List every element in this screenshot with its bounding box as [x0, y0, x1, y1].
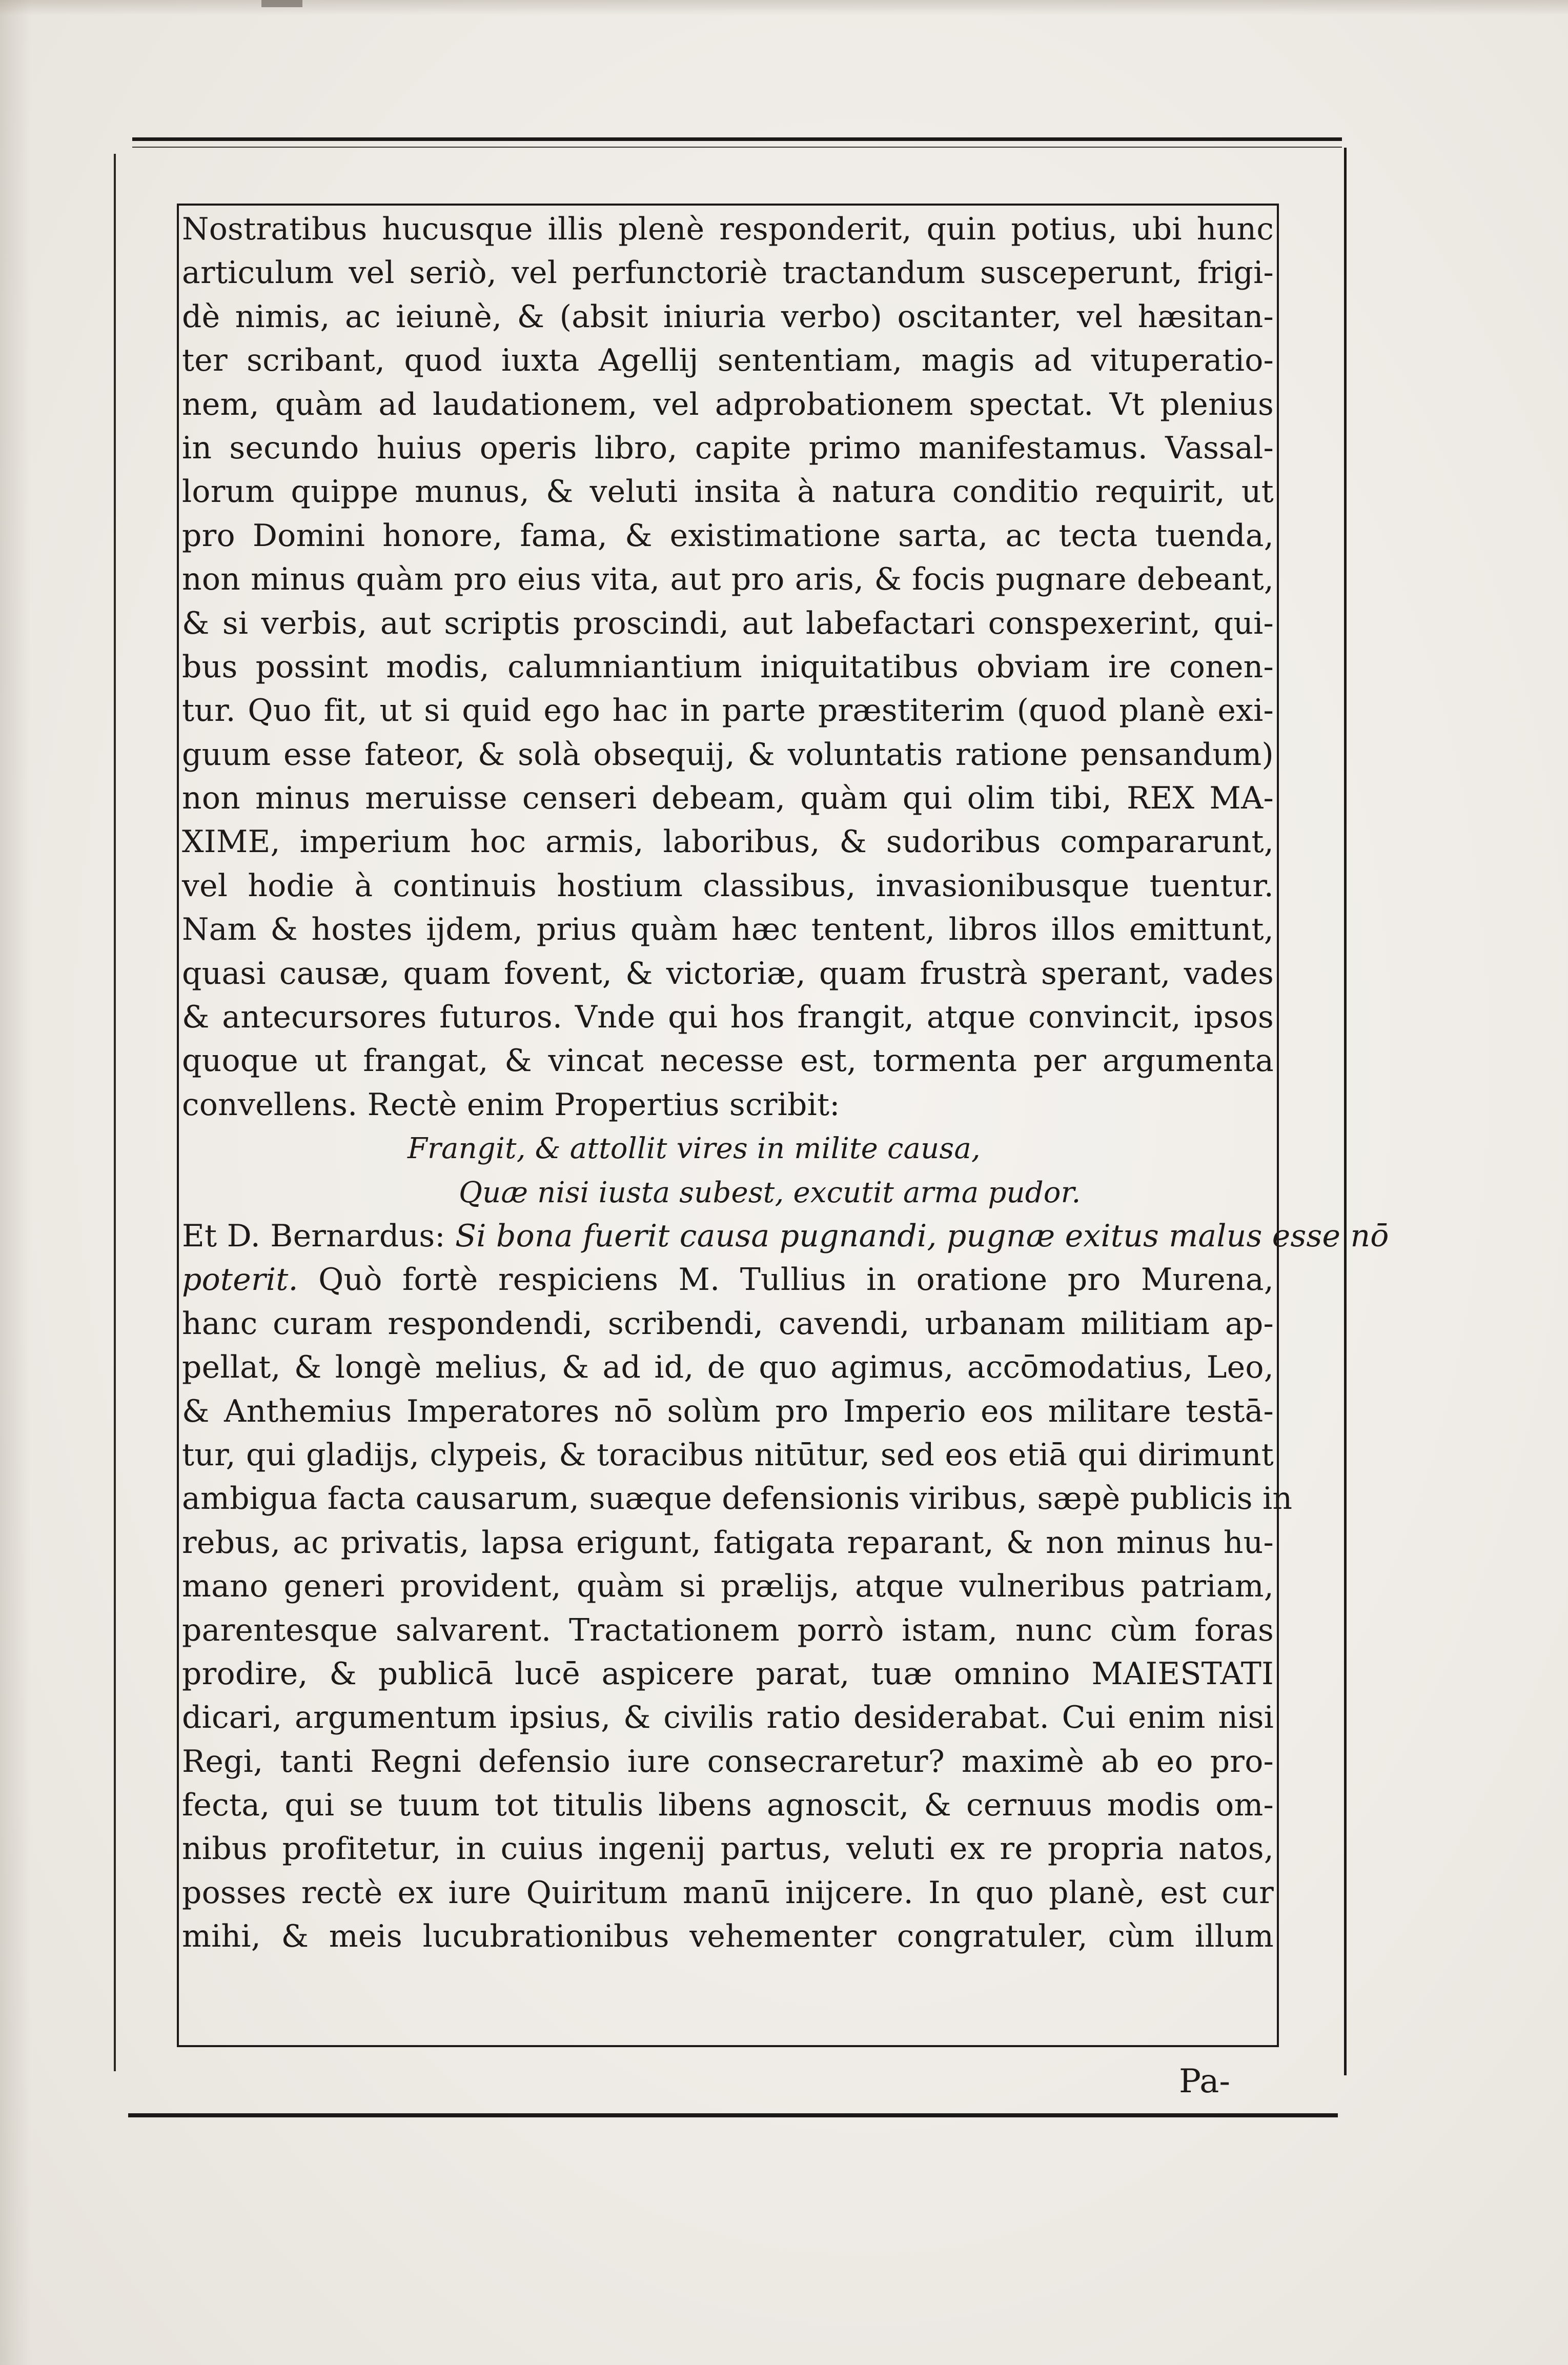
text-line: non minus meruisse censeri debeam, quàm qui olim tibi, REX MA-: [182, 780, 1274, 817]
frame-rule-top-thin: [132, 147, 1342, 148]
text-block: [182, 208, 1389, 2043]
text-line: quoque ut frangat, & vincat necesse est, tormenta per argumenta: [182, 1043, 1274, 1079]
gutter-shadow: [0, 0, 31, 2365]
text-line: mihi, & meis lucubrationibus vehementer congratuler, cùm illum: [182, 1918, 1274, 1955]
verse-line: Quæ nisi iusta subest, excutit arma pudor.: [459, 1176, 1081, 1209]
text-line: rebus, ac privatis, lapsa erigunt, fatigata reparant, & non minus hu-: [182, 1524, 1274, 1561]
verse-line: Frangit, & attollit vires in milite causa,: [408, 1132, 981, 1166]
text-line: lorum quippe munus, & veluti insita à natura conditio requirit, ut: [182, 474, 1274, 510]
text-line: dè nimis, ac ieiunè, & (absit iniuria verbo) oscitanter, vel hæsitan-: [182, 298, 1274, 335]
frame-rule-left: [114, 154, 116, 2071]
catchword: Pa-: [1179, 2063, 1230, 2100]
text-line: pro Domini honore, fama, & existimatione sarta, ac tecta tuenda,: [182, 517, 1274, 554]
text-line: prodire, & publicā lucē aspicere parat, tuæ omnino MAIESTATI: [182, 1655, 1274, 1692]
text-line: vel hodie à continuis hostium classibus, invasionibusque tuentur.: [182, 867, 1274, 904]
text-line: Regi, tanti Regni defensio iure consecraretur? maximè ab eo pro-: [182, 1743, 1274, 1780]
text-line: mano generi provident, quàm si prælijs, atque vulneribus patriam,: [182, 1568, 1274, 1605]
text-line: pellat, & longè melius, & ad id, de quo agimus, accōmodatius, Leo,: [182, 1349, 1274, 1386]
text-line: quasi causæ, quam fovent, & victoriæ, quam frustrà sperant, vades: [182, 955, 1274, 992]
text-line: convellens. Rectè enim Propertius scribit:: [182, 1086, 840, 1123]
text-line: tur. Quo fit, ut si quid ego hac in parte præstiterim (quod planè exi-: [182, 693, 1274, 729]
frame-rule-bottom: [128, 2113, 1338, 2117]
frame-rule-top: [132, 137, 1342, 141]
text-line: XIME, imperium hoc armis, laboribus, & sudoribus compararunt,: [182, 824, 1274, 860]
text-line: posses rectè ex iure Quiritum manū inijcere. In quo planè, est cur: [182, 1874, 1274, 1911]
text-line: ter scribant, quod iuxta Agellij sententiam, magis ad vituperatio-: [182, 342, 1274, 379]
text-line: hanc curam respondendi, scribendi, cavendi, urbanam militiam ap-: [182, 1305, 1274, 1342]
text-line: dicari, argumentum ipsius, & civilis ratio desiderabat. Cui enim nisi: [182, 1700, 1274, 1736]
text-line: Nostratibus hucusque illis plenè responderit, quin potius, ubi hunc: [182, 211, 1274, 247]
poterit-rest: Quò fortè respiciens M. Tullius in oratione pro Murena,: [298, 1262, 1274, 1298]
poterit-quote: poterit.: [182, 1262, 298, 1298]
text-line: & Anthemius Imperatores nō solùm pro Imperio eos militare testā-: [182, 1393, 1274, 1429]
text-line: fecta, qui se tuum tot titulis libens agnoscit, & cernuus modis om-: [182, 1787, 1274, 1824]
text-line: & si verbis, aut scriptis proscindi, aut labefactari conspexerint, qui-: [182, 605, 1274, 641]
text-line: in secundo huius operis libro, capite primo manifestamus. Vassal-: [182, 430, 1274, 466]
bernardus-lead: Et D. Bernardus:: [182, 1218, 455, 1254]
text-line-poterit: [182, 1258, 1274, 1302]
text-line: non minus quàm pro eius vita, aut pro aris, & focis pugnare debeant,: [182, 561, 1274, 598]
frame-rule-right: [1344, 148, 1347, 2075]
text-line: & antecursores futuros. Vnde qui hos frangit, atque convincit, ipsos: [182, 999, 1274, 1036]
page-edge-shadow: [0, 0, 1568, 15]
text-line-bernardus: [182, 1215, 1389, 1258]
text-line: ambigua facta causarum, suæque defensionis viribus, sæpè publicis in: [182, 1481, 1293, 1517]
text-line: articulum vel seriò, vel perfunctoriè tractandum susceperunt, frigi-: [182, 255, 1274, 291]
text-line: nem, quàm ad laudationem, vel adprobationem spectat. Vt plenius: [182, 386, 1274, 422]
text-line: guum esse fateor, & solà obsequij, & voluntatis ratione pensandum): [182, 736, 1274, 773]
text-line: nibus profitetur, in cuius ingenij partus, veluti ex re propria natos,: [182, 1831, 1274, 1867]
text-line: tur, qui gladijs, clypeis, & toracibus nitūtur, sed eos etiā qui dirimunt: [182, 1437, 1274, 1473]
text-line: parentesque salvarent. Tractationem porrò istam, nunc cùm foras: [182, 1612, 1274, 1648]
text-line: Nam & hostes ijdem, prius quàm hæc tentent, libros illos emittunt,: [182, 912, 1274, 948]
bernardus-quote: Si bona fuerit causa pugnandi, pugnæ exitus malus esse nō: [455, 1218, 1389, 1254]
text-line: bus possint modis, calumniantium iniquitatibus obviam ire conen-: [182, 649, 1274, 685]
top-edge-mark: [261, 0, 302, 7]
